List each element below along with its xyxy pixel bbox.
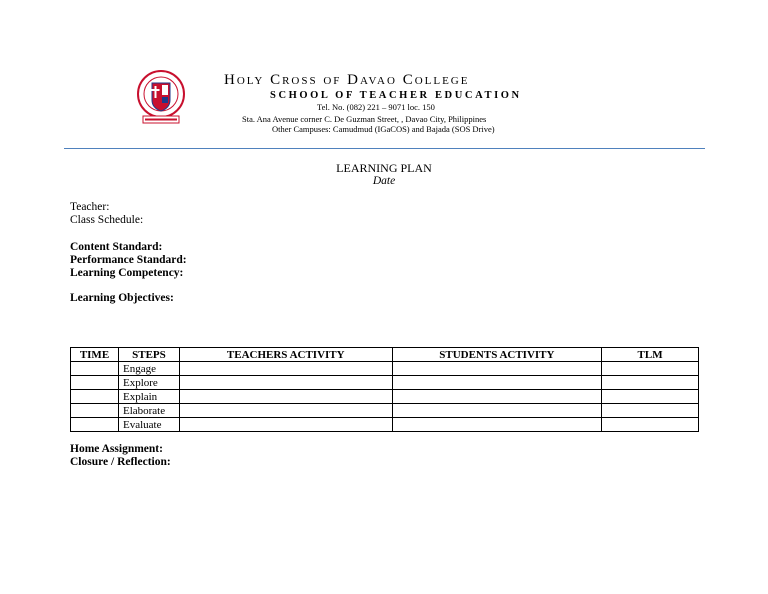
column-header-teachers-activity: TEACHERS ACTIVITY (179, 348, 392, 362)
time-cell[interactable] (71, 376, 119, 390)
time-cell[interactable] (71, 418, 119, 432)
content-standard-label: Content Standard: (70, 241, 163, 253)
step-cell: Engage (118, 362, 179, 376)
step-cell: Elaborate (118, 404, 179, 418)
teacher-label: Teacher: (70, 201, 110, 213)
tlm-cell[interactable] (602, 362, 699, 376)
college-name: Holy Cross of Davao College (224, 72, 470, 88)
time-cell[interactable] (71, 390, 119, 404)
table-row (71, 362, 699, 376)
activity-table (70, 347, 699, 432)
header-divider (64, 148, 705, 149)
table-header-row (71, 348, 699, 362)
column-header-students-activity: STUDENTS ACTIVITY (392, 348, 602, 362)
column-header-tlm: TLM (602, 348, 699, 362)
learning-competency-label: Learning Competency: (70, 267, 184, 279)
performance-standard-label: Performance Standard: (70, 254, 187, 266)
tlm-cell[interactable] (602, 404, 699, 418)
teachers-activity-cell[interactable] (179, 390, 392, 404)
plan-title: LEARNING PLAN (336, 161, 432, 175)
students-activity-cell[interactable] (392, 390, 602, 404)
students-activity-cell[interactable] (392, 376, 602, 390)
school-name: SCHOOL OF TEACHER EDUCATION (270, 90, 522, 101)
time-cell[interactable] (71, 404, 119, 418)
table-row (71, 418, 699, 432)
time-cell[interactable] (71, 362, 119, 376)
students-activity-cell[interactable] (392, 362, 602, 376)
address-line: Sta. Ana Avenue corner C. De Guzman Street, , Davao City, Philippines (242, 114, 487, 124)
teachers-activity-cell[interactable] (179, 376, 392, 390)
table-row (71, 404, 699, 418)
step-cell: Explore (118, 376, 179, 390)
closure-reflection-label: Closure / Reflection: (70, 456, 171, 468)
teachers-activity-cell[interactable] (179, 418, 392, 432)
college-seal-icon (135, 70, 187, 126)
step-cell: Evaluate (118, 418, 179, 432)
campuses-line: Other Campuses: Camudmud (IGaCOS) and Bajada (SOS Drive) (272, 124, 495, 134)
plan-date: Date (372, 175, 396, 187)
tlm-cell[interactable] (602, 376, 699, 390)
tlm-cell[interactable] (602, 390, 699, 404)
class-schedule-label: Class Schedule: (70, 214, 144, 226)
teachers-activity-cell[interactable] (179, 404, 392, 418)
students-activity-cell[interactable] (392, 418, 602, 432)
learning-objectives-label: Learning Objectives: (70, 292, 174, 304)
teachers-activity-cell[interactable] (179, 362, 392, 376)
column-header-time: TIME (71, 348, 119, 362)
column-header-steps: STEPS (118, 348, 179, 362)
students-activity-cell[interactable] (392, 404, 602, 418)
telephone-line: Tel. No. (082) 221 – 9071 loc. 150 (317, 102, 435, 112)
tlm-cell[interactable] (602, 418, 699, 432)
table-row (71, 376, 699, 390)
step-cell: Explain (118, 390, 179, 404)
home-assignment-label: Home Assignment: (70, 443, 163, 455)
table-row (71, 390, 699, 404)
